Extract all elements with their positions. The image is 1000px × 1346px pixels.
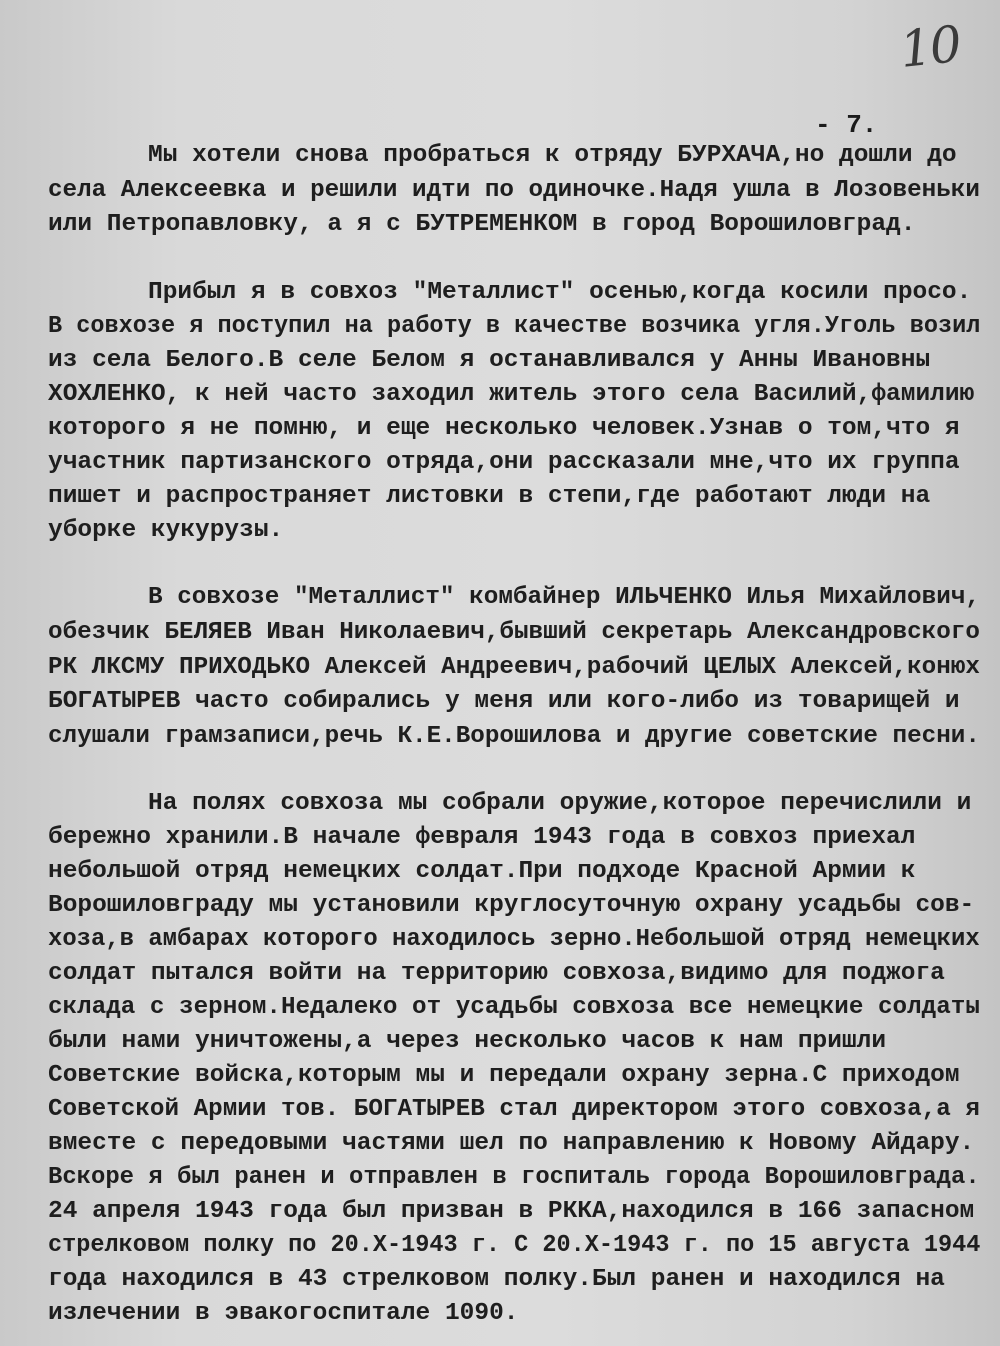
text-line: солдат пытался войти на территорию совхоза,видимо для поджога [48, 960, 945, 987]
text-line: небольшой отряд немецких солдат.При подходе Красной Армии к [48, 858, 916, 885]
text-line: РК ЛКСМУ ПРИХОДЬКО Алексей Андреевич,рабочий ЦЕЛЫХ Алексей,конюх [48, 654, 980, 681]
text-line: были нами уничтожены,а через несколько часов к нам пришли [48, 1028, 887, 1055]
text-line: Ворошиловграду мы установили круглосуточную охрану усадьбы сов- [48, 892, 975, 919]
text-line: пишет и распространяет листовки в степи,где работают люди на [48, 483, 931, 510]
text-line: или Петропавловку, а я с БУТРЕМЕНКОМ в город Ворошиловград. [48, 211, 916, 238]
text-line: склада с зерном.Недалеко от усадьбы совхоза все немецкие солдаты [48, 994, 980, 1021]
handwritten-page-number: 10 [897, 15, 963, 79]
text-line: хоза,в амбарах которого находилось зерно.Небольшой отряд немецких [48, 926, 980, 953]
text-line: излечении в эвакогоспитале 1090. [48, 1300, 519, 1327]
text-line: бережно хранили.В начале февраля 1943 года в совхоз приехал [48, 824, 916, 851]
text-line: Советские войска,которым мы и передали охрану зерна.С приходом [48, 1062, 960, 1089]
typed-page-number: - 7. [815, 110, 878, 140]
text-line: стрелковом полку по 20.X-1943 г. С 20.X-1943 г. по 15 августа 1944 [48, 1232, 981, 1259]
text-line: вместе с передовыми частями шел по направлению к Новому Айдару. [48, 1130, 975, 1157]
text-line: слушали грамзаписи,речь К.Е.Ворошилова и другие советские песни. [48, 723, 980, 750]
text-line: Вскоре я был ранен и отправлен в госпиталь города Ворошиловграда. [48, 1164, 980, 1191]
text-line: Прибыл я в совхоз "Металлист" осенью,когда косили просо. [148, 279, 972, 306]
text-line: Советской Армии тов. БОГАТЫРЕВ стал директором этого совхоза,а я [48, 1096, 980, 1123]
text-line: ХОХЛЕНКО, к ней часто заходил житель этого села Василий,фамилию [48, 381, 975, 408]
text-line: года находился в 43 стрелковом полку.Был ранен и находился на [48, 1266, 945, 1293]
text-line: которого я не помню, и еще несколько человек.Узнав о том,что я [48, 415, 960, 442]
text-line: села Алексеевка и решили идти по одиночке.Надя ушла в Лозовеньки [48, 177, 980, 204]
text-line: уборке кукурузы. [48, 517, 284, 544]
text-line: На полях совхоза мы собрали оружие,которое перечислили и [148, 790, 972, 817]
text-line: участник партизанского отряда,они рассказали мне,что их группа [48, 449, 960, 476]
text-line: В совхозе "Металлист" комбайнер ИЛЬЧЕНКО Илья Михайлович, [148, 584, 981, 611]
text-line: из села Белого.В селе Белом я останавливался у Анны Ивановны [48, 347, 931, 374]
text-line: БОГАТЫРЕВ часто собирались у меня или кого-либо из товарищей и [48, 688, 960, 715]
text-line: Мы хотели снова пробраться к отряду БУРХАЧА,но дошли до [148, 142, 957, 169]
text-line: 24 апреля 1943 года был призван в РККА,находился в 166 запасном [48, 1198, 975, 1225]
text-line: В совхозе я поступил на работу в качестве возчика угля.Уголь возил [48, 313, 981, 340]
text-line: обезчик БЕЛЯЕВ Иван Николаевич,бывший секретарь Александровского [48, 619, 980, 646]
